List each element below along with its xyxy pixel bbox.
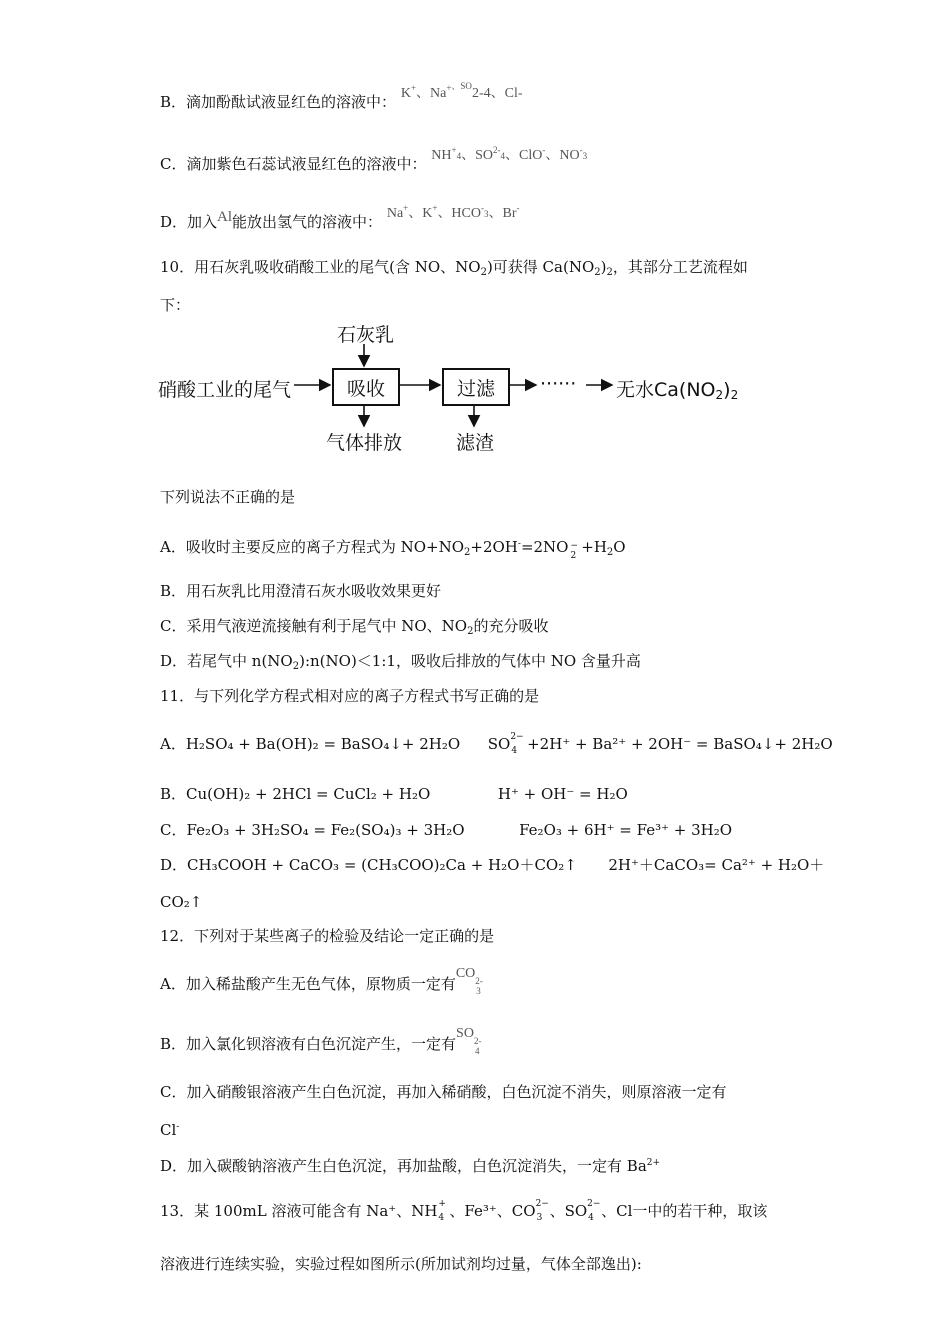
q9-option-c: C．滴加紫色石蕊试液显红色的溶液中： NH+4、$SO^{2-}4$、ClO-、NO-3 — [160, 145, 588, 173]
q10-stem-cont: 下： — [160, 296, 191, 314]
q10-option-c: C．采用气液逆流接触有利于尾气中 NO、$NO_2$的充分吸收 — [160, 617, 549, 637]
q11-option-d: D．CH₃COOH + CaCO₃ = (CH₃COO)₂Ca + H₂O＋CO₂↑ 2H⁺＋CaCO₃= Ca²⁺ + H₂O＋ — [160, 856, 825, 874]
gas-emission-label: 气体排放 — [326, 432, 403, 454]
q9-option-b: B．滴加酚酞试液显红色的溶液中： K+、$Na^{+、SO}2-4$、Cl- — [160, 81, 523, 111]
q11-option-c: C．Fe₂O₃ + 3H₂SO₄ = Fe₂(SO₄)₃ + 3H₂O Fe₂O₃ + 6H⁺ = Fe³⁺ + 3H₂O — [160, 821, 733, 839]
q11-option-a: A．H₂SO₄ + Ba(OH)₂ = BaSO₄↓+ 2H₂O SO 2− 4 +2H⁺ + Ba²⁺ + 2OH⁻ = BaSO₄↓+ 2H₂O — [160, 732, 833, 756]
q11-option-b: B．Cu(OH)₂ + 2HCl = CuCl₂ + H₂O H⁺ + OH⁻ = H₂O — [160, 785, 628, 803]
q9-c-ions: NH+4、$SO^{2-}4$、ClO-、NO-3 — [431, 145, 588, 163]
filter-box: 过滤 — [442, 368, 510, 406]
q12-option-b: B．加入氯化钡溶液有白色沉淀产生，一定有SO 2- 4 — [160, 1026, 482, 1056]
q12-option-c: C．加入硝酸银溶液产生白色沉淀，再加入稀硝酸，白色沉淀不消失，则原溶液一定有 — [160, 1083, 727, 1101]
q9-d-ions: Na+、K+、HCO-3、Br- — [386, 203, 520, 221]
q12-option-a: A．加入稀盐酸产生无色气体，原物质一定有CO 2- 3 — [160, 966, 483, 996]
q12-option-c-cont: Cl- — [160, 1121, 180, 1139]
q9-option-d: D．加入Al能放出氢气的溶液中： Na+、K+、HCO-3、Br- — [160, 203, 520, 231]
q10-option-d: D．若尾气中 $n(NO_2):n(NO)<1:1$，吸收后排放的气体中 NO 含量升高 — [160, 652, 641, 672]
q10-stem: 10．用石灰乳吸收硝酸工业的尾气(含 NO、$NO_2$)可获得 $Ca(NO_2)_2$，其部分工艺流程如 — [160, 258, 748, 278]
lime-milk-label: 石灰乳 — [337, 324, 395, 346]
residue-label: 滤渣 — [456, 432, 495, 454]
q11-option-d-cont: CO₂↑ — [160, 893, 203, 911]
input-label: 硝酸工业的尾气 — [158, 379, 292, 401]
q13-stem: 13．某 100mL 溶液可能含有 Na⁺、NH + 4 、Fe³⁺、CO 2− 3 、SO 2− 4 、Cl一中的若干种，取该 — [160, 1199, 768, 1223]
q12-stem: 12．下列对于某些离子的检验及结论一定正确的是 — [160, 927, 495, 945]
ellipsis: ······ — [540, 373, 577, 395]
q10-option-b: B．用石灰乳比用澄清石灰水吸收效果更好 — [160, 582, 442, 600]
product-label: 无水$Ca(NO_2)_2$ — [616, 379, 739, 402]
flow-arrows — [150, 320, 750, 460]
q10-prompt: 下列说法不正确的是 — [160, 488, 296, 506]
q10-option-a: A．吸收时主要反应的离子方程式为 $NO+NO_2+2OH^-=2NO$ − 2 $+H_2O$ — [160, 538, 626, 561]
q12-option-d: D．加入碳酸钠溶液产生白色沉淀，再加盐酸，白色沉淀消失，一定有 $Ba^{2+}$ — [160, 1157, 661, 1175]
q13-stem-cont: 溶液进行连续实验，实验过程如图所示(所加试剂均过量，气体全部逸出): — [160, 1255, 642, 1273]
absorb-box: 吸收 — [332, 368, 400, 406]
q9-b-ions: K+、$Na^{+、SO}2-4$、Cl- — [400, 81, 523, 101]
q11-stem: 11．与下列化学方程式相对应的离子方程式书写正确的是 — [160, 687, 540, 705]
q10-flow-diagram — [150, 320, 750, 460]
